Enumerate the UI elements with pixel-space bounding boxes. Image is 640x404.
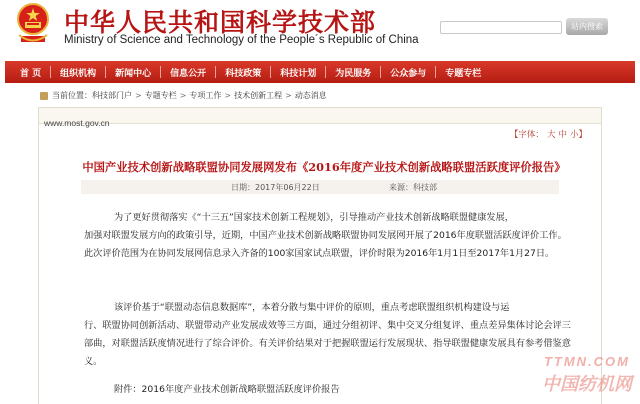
font-size-large[interactable]: 大 (546, 130, 556, 140)
font-size-medium[interactable]: 中 (558, 130, 567, 140)
frame-top-bar (39, 108, 601, 124)
breadcrumb-separator: > (224, 91, 232, 100)
watermark-name: 中国纺机网 (542, 374, 632, 395)
watermark-url: TTMN.COM (543, 354, 630, 369)
article-paragraph-1 (84, 209, 574, 263)
article-source: 来源：科技部 (389, 183, 437, 192)
nav-item-programs[interactable]: 科技计划 (280, 68, 317, 79)
breadcrumb-item-innovation[interactable]: 技术创新工程 (234, 91, 283, 100)
breadcrumb-item-news[interactable]: 动态消息 (294, 91, 327, 100)
breadcrumb-separator: > (135, 91, 142, 100)
site-url: www.most.gov.cn (44, 118, 110, 128)
breadcrumb-item-special-work[interactable]: 专项工作 (189, 91, 222, 100)
paragraph-1-rest: 加强对联盟发展方向的政策引导，近期，中国产业技术创新战略联盟协同发展网开展了2016年度联盟活跃度评价工作。此次评价范围为在协同发展网信息录入齐备的100家国家试点联盟，评价时限为2016年1月1日至2017年1月27日。 (84, 230, 567, 259)
font-size-end: 】 (578, 130, 587, 140)
breadcrumb-item-topics[interactable]: 专题专栏 (144, 91, 177, 100)
nav-item-news[interactable]: 新闻中心 (115, 68, 152, 79)
national-emblem-icon (16, 2, 50, 46)
site-header (0, 0, 640, 60)
paragraph-2-line-1: 该评价基于“联盟动态信息数据库”，本着分散与集中评价的原则，重点考虑联盟组织机构建设与运 (114, 302, 510, 313)
nav-item-topics[interactable]: 专题专栏 (445, 68, 482, 79)
nav-item-participation[interactable]: 公众参与 (390, 68, 427, 79)
breadcrumb-prefix: 当前位置： (52, 91, 92, 100)
paragraph-1-line-1: 为了更好贯彻落实《“十三五”国家技术创新工程规划》，引导推动产业技术创新战略联盟健康发展， (114, 212, 514, 223)
breadcrumb-item-portal[interactable]: 科技部门户 (92, 91, 132, 100)
search-input[interactable] (440, 21, 562, 34)
nav-item-disclosure[interactable]: 信息公开 (170, 68, 207, 79)
article-title: 中国产业技术创新战略联盟协同发展网发布《2016年度产业技术创新战略联盟活跃度评价报告》 (82, 160, 566, 174)
main-nav (5, 61, 635, 83)
nav-item-home[interactable]: 首 页 (20, 68, 42, 79)
article-meta (81, 180, 559, 194)
font-size-control (510, 128, 587, 140)
font-size-label: 【字体： (509, 130, 544, 140)
breadcrumb-separator: > (179, 91, 187, 100)
font-size-small[interactable]: 小 (569, 130, 579, 140)
nav-item-policy[interactable]: 科技政策 (225, 68, 262, 79)
attachment-link[interactable]: 附件：2016年度产业技术创新战略联盟活跃度评价报告 (114, 384, 340, 395)
breadcrumb (40, 90, 327, 101)
nav-item-organization[interactable]: 组织机构 (60, 68, 97, 79)
watermark (500, 354, 640, 404)
breadcrumb-separator: > (285, 91, 292, 100)
nav-item-services[interactable]: 为民服务 (335, 68, 372, 79)
ministry-title-en: Ministry of Science and Technology of the People´s Republic of China (64, 34, 419, 46)
ministry-title-cn: 中华人民共和国科学技术部 (64, 8, 377, 37)
paragraph-2-rest: 行、联盟协同创新活动、联盟带动产业发展成效等三方面，通过分组初评、集中交叉分组复评、重点差异集体讨论会评三部曲，对联盟活跃度情况进行了综合评价。有关评价结果对于把握联盟运行发展现状、指导联盟健康发展具有参考借鉴意义。 (84, 320, 571, 367)
article-date: 日期：2017年06月22日 (231, 183, 320, 192)
search-button[interactable]: 站内搜索 (566, 18, 608, 35)
location-icon (40, 92, 48, 100)
